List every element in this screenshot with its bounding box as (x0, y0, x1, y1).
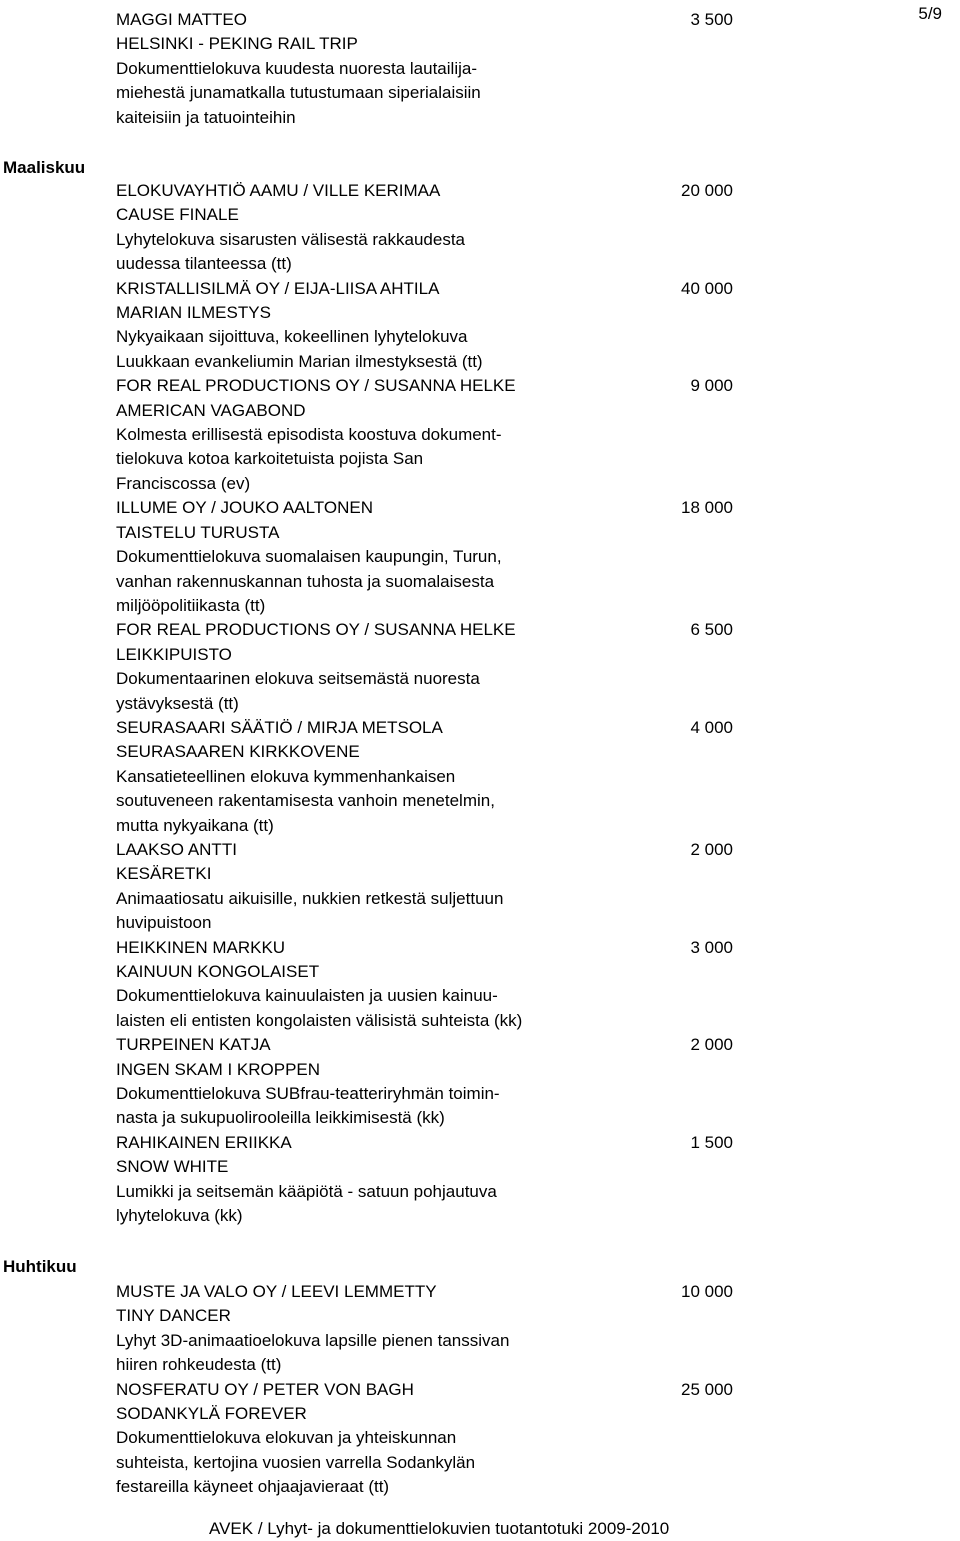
entry-applicant: FOR REAL PRODUCTIONS OY / SUSANNA HELKE (116, 376, 516, 396)
entry-title: MARIAN ILMESTYS (116, 303, 271, 323)
entry-amount: 25 000 (681, 1379, 733, 1399)
entry-title: CAUSE FINALE (116, 205, 239, 225)
entry-title: SNOW WHITE (116, 1157, 229, 1177)
entry-description-line: kaiteisiin ja tatuointeihin (116, 107, 296, 127)
entry-description-line: Animaatiosatu aikuisille, nukkien retkestä suljettuun (116, 888, 504, 908)
entry-description-line: Dokumenttielokuva suomalaisen kaupungin, Turun, (116, 547, 502, 567)
grant-entry (116, 1131, 736, 1229)
entry-applicant: MAGGI MATTEO (116, 10, 247, 29)
grant-entry (116, 1033, 736, 1131)
entry-description-line: soutuveneen rakentamisesta vanhoin menetelmin, (116, 791, 495, 811)
entry-applicant: NOSFERATU OY / PETER VON BAGH (116, 1379, 414, 1399)
entry-description-line: lyhytelokuva (kk) (116, 1206, 243, 1226)
entry-applicant: ILLUME OY / JOUKO AALTONEN (116, 498, 373, 518)
entry-description-line: Lyhyt 3D-animaatioelokuva lapsille pienen tanssivan (116, 1330, 510, 1350)
entry-description-line: Lyhytelokuva sisarusten välisestä rakkaudesta (116, 229, 465, 249)
entry-title: LEIKKIPUISTO (116, 644, 232, 664)
entry-title: KESÄRETKI (116, 864, 212, 884)
entry-applicant: HEIKKINEN MARKKU (116, 937, 286, 957)
entry-description-line: suhteista, kertojina vuosien varrella Sodankylän (116, 1452, 476, 1472)
entry-description-line: festareilla käyneet ohjaajavieraat (tt) (116, 1477, 390, 1497)
grant-entry (116, 496, 736, 618)
section-entries (116, 8, 736, 130)
entry-amount: 3 000 (690, 937, 733, 957)
entry-amount: 2 000 (690, 839, 733, 859)
grant-entry (116, 179, 736, 277)
grant-entry (116, 936, 736, 1034)
entry-description-line: Dokumenttielokuva kainuulaisten ja uusien kainuu- (116, 986, 498, 1006)
section-entries (116, 1280, 736, 1500)
entry-description-line: vanhan rakennuskannan tuhosta ja suomalaisesta (116, 571, 495, 591)
entry-applicant: ELOKUVAYHTIÖ AAMU / VILLE KERIMAA (116, 181, 441, 200)
entry-description-line: tielokuva kotoa karkoitetuista pojista San (116, 449, 424, 469)
grant-entry (116, 618, 736, 716)
entry-amount: 10 000 (681, 1282, 733, 1301)
entry-description-line: ystävyksestä (tt) (116, 693, 239, 713)
entry-title: KAINUUN KONGOLAISET (116, 962, 320, 981)
grant-entry (116, 374, 736, 496)
page-number: 5/9 (918, 4, 942, 23)
entry-applicant: TURPEINEN KATJA (116, 1035, 271, 1055)
grant-entry (116, 1378, 736, 1500)
grant-entry (116, 838, 736, 936)
month-label: Huhtikuu (3, 1257, 77, 1276)
entry-amount: 3 500 (690, 10, 733, 29)
entry-description-line: mutta nykyaikana (tt) (116, 815, 274, 835)
entry-description-line: Dokumenttielokuva kuudesta nuoresta lautailija- (116, 58, 477, 78)
entry-applicant: LAAKSO ANTTI (116, 839, 237, 859)
entry-description-line: Nykyaikaan sijoittuva, kokeellinen lyhytelokuva (116, 327, 468, 347)
entry-amount: 1 500 (690, 1132, 733, 1152)
entry-description-line: Kolmesta erillisestä episodista koostuva dokument- (116, 425, 502, 445)
page-footer: AVEK / Lyhyt- ja dokumenttielokuvien tuotantotuki 2009-2010 (209, 1519, 670, 1538)
entry-description-line: Lumikki ja seitsemän kääpiötä - satuun pohjautuva (116, 1181, 497, 1201)
entry-amount: 4 000 (690, 717, 733, 737)
grant-entry (116, 716, 736, 838)
entry-amount: 18 000 (681, 498, 733, 518)
grant-entry (116, 277, 736, 375)
entry-description-line: Kansatieteellinen elokuva kymmenhankaisen (116, 766, 456, 786)
entry-applicant: RAHIKAINEN ERIIKKA (116, 1132, 292, 1152)
entry-title: SODANKYLÄ FOREVER (116, 1404, 307, 1424)
entry-amount: 20 000 (681, 181, 733, 200)
entry-title: TINY DANCER (116, 1306, 231, 1326)
entry-amount: 40 000 (681, 278, 733, 298)
entry-description-line: nasta ja sukupuolirooleilla leikkimisestä (kk) (116, 1108, 445, 1128)
entry-description-line: Luukkaan evankeliumin Marian ilmestyksestä (tt) (116, 351, 483, 371)
entry-applicant: KRISTALLISILMÄ OY / EIJA-LIISA AHTILA (116, 278, 440, 298)
entry-applicant: MUSTE JA VALO OY / LEEVI LEMMETTY (116, 1282, 437, 1301)
entry-description-line: uudessa tilanteessa (tt) (116, 254, 292, 274)
section-entries (116, 179, 736, 1228)
entry-description-line: Dokumenttielokuva SUBfrau-teatteriryhmän toimin- (116, 1084, 500, 1104)
entry-description-line: Dokumenttielokuva elokuvan ja yhteiskunnan (116, 1428, 457, 1448)
entry-description-line: hiiren rohkeudesta (tt) (116, 1355, 282, 1375)
entry-title: TAISTELU TURUSTA (116, 522, 280, 542)
month-label: Maaliskuu (3, 158, 86, 177)
entry-amount: 9 000 (690, 376, 733, 396)
entry-applicant: FOR REAL PRODUCTIONS OY / SUSANNA HELKE (116, 620, 516, 640)
entry-description-line: laisten eli entisten kongolaisten välisistä suhteista (kk) (116, 1010, 523, 1030)
entry-description-line: miljööpolitiikasta (tt) (116, 595, 266, 615)
entry-amount: 2 000 (690, 1035, 733, 1055)
entry-description-line: Dokumentaarinen elokuva seitsemästä nuoresta (116, 669, 480, 689)
grant-entry (116, 1280, 736, 1378)
entry-description-line: huvipuistoon (116, 913, 212, 933)
entry-title: SEURASAAREN KIRKKOVENE (116, 742, 360, 762)
grant-entry (116, 8, 736, 130)
entry-title: AMERICAN VAGABOND (116, 400, 306, 420)
entry-title: HELSINKI - PEKING RAIL TRIP (116, 34, 358, 54)
entry-amount: 6 500 (690, 620, 733, 640)
entry-title: INGEN SKAM I KROPPEN (116, 1059, 321, 1079)
entry-description-line: miehestä junamatkalla tutustumaan siperialaisiin (116, 83, 481, 103)
entry-description-line: Franciscossa (ev) (116, 473, 251, 493)
entry-applicant: SEURASAARI SÄÄTIÖ / MIRJA METSOLA (116, 717, 443, 737)
